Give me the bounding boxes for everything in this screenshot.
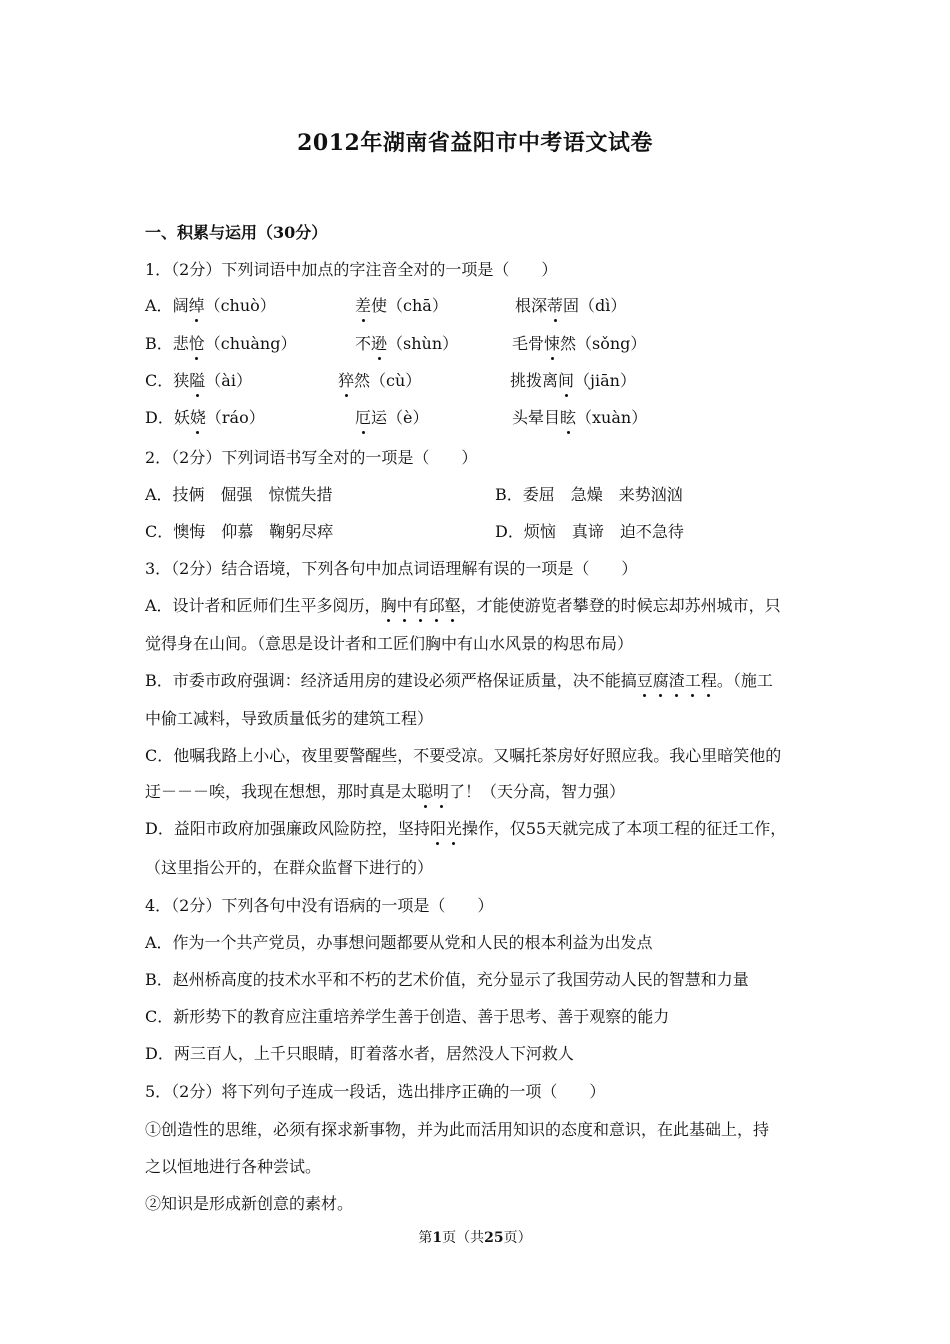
emphasis-dot-char: 蒂 (547, 294, 563, 318)
section-heading: 一、积累与运用（30分） (145, 223, 328, 242)
emphasis-dot-char: 胸 (381, 594, 397, 618)
emphasis-dot-char: 中 (397, 594, 413, 618)
emphasis-dot-char: 厄 (355, 406, 371, 430)
q3-option-c-line2: 迂－－－唉，我现在想想，那时真是太聪明了！（天分高，智力强） (145, 780, 625, 804)
emphasis-dot-char: 娆 (190, 406, 206, 430)
page-title: 2012年湖南省益阳市中考语文试卷 (297, 130, 653, 156)
emphasis-dot-char: 有 (413, 594, 429, 618)
emphasis-dot-char: 间 (558, 369, 574, 393)
q4-option-b: B．赵州桥高度的技术水平和不朽的艺术价值，充分显示了我国劳动人民的智慧和力量 (145, 970, 749, 989)
q4-option-d: D．两三百人，上千只眼睛，盯着落水者，居然没人下河救人 (145, 1044, 574, 1063)
q3-option-d-line1: D．益阳市政府加强廉政风险防控，坚持阳光操作，仅55天就完成了本项工程的征迁工作， (145, 817, 786, 841)
q1-option-d: D．妖娆（ráo） (145, 406, 265, 430)
emphasis-dot-char: 悚 (544, 332, 560, 356)
q5-sentence-1-line1: ①创造性的思维，必须有探求新事物，并为此而活用知识的态度和意识，在此基础上，持 (145, 1120, 770, 1139)
q1-option-c: C．狭隘（ài） (145, 369, 252, 393)
q2-option-d: D．烦恼 真谛 迫不急待 (495, 522, 684, 541)
q1-option-a: A．阔绰（chuò） (145, 294, 276, 318)
emphasis-dot-char: 渣 (669, 669, 685, 693)
q3-option-a-line2: 觉得身在山间。（意思是设计者和工匠们胸中有山水风景的构思布局） (145, 634, 634, 653)
emphasis-dot-char: 明 (433, 780, 449, 804)
emphasis-dot-char: 壑 (445, 594, 461, 618)
q5-sentence-2: ②知识是形成新创意的素材。 (145, 1194, 354, 1213)
emphasis-dot-char: 眩 (560, 406, 576, 430)
emphasis-dot-char: 逊 (371, 332, 387, 356)
emphasis-dot-char: 工 (685, 669, 701, 693)
q1-option-d-word3: 头晕目眩（xuàn） (512, 406, 647, 430)
q1-option-a-word3: 根深蒂固（dì） (515, 294, 626, 318)
emphasis-dot-char: 邱 (429, 594, 445, 618)
emphasized-phrase (417, 782, 449, 801)
q2-option-b: B．委屈 急燥 来势汹汹 (495, 485, 683, 504)
q3-option-d-line2: （这里指公开的，在群众监督下进行的） (145, 858, 434, 877)
emphasis-dot-char: 绰 (189, 294, 205, 318)
question-2-stem: 2．（2分）下列词语书写全对的一项是（ ） (145, 448, 478, 467)
q3-option-a-line1: A．设计者和匠师们生平多阅历，胸中有邱壑，才能使游览者攀登的时候忘却苏州城市，只 (145, 594, 781, 618)
q2-option-c: C．懊悔 仰慕 鞠躬尽瘁 (145, 522, 334, 541)
question-1-stem: 1．（2分）下列词语中加点的字注音全对的一项是（ ） (145, 260, 558, 279)
emphasis-dot-char: 光 (446, 817, 462, 841)
page-footer: 第1页（共25页） (418, 1230, 532, 1246)
emphasis-dot-char: 猝 (338, 369, 354, 393)
q3-option-c-line1: C．他嘱我路上小心，夜里要警醒些，不要受凉。又嘱托茶房好好照应我。我心里暗笑他的 (145, 746, 782, 765)
question-4-stem: 4．（2分）下列各句中没有语病的一项是（ ） (145, 896, 494, 915)
emphasized-phrase (637, 671, 717, 690)
q1-option-b-word2: 不逊（shùn） (355, 332, 458, 356)
q1-option-d-word2: 厄运（è） (355, 406, 429, 430)
q1-option-c-word2: 猝然（cù） (338, 369, 421, 393)
q1-option-a-word2: 差使（chā） (355, 294, 448, 318)
emphasis-dot-char: 程 (701, 669, 717, 693)
emphasis-dot-char: 隘 (189, 369, 205, 393)
q5-sentence-1-line2: 之以恒地进行各种尝试。 (145, 1157, 322, 1176)
q1-option-c-word3: 挑拨离间（jiān） (510, 369, 636, 393)
q3-option-b-line1: B．市委市政府强调：经济适用房的建设必须严格保证质量，决不能搞豆腐渣工程。（施工 (145, 669, 773, 693)
emphasized-phrase (381, 596, 461, 615)
q1-option-b-word3: 毛骨悚然（sǒng） (512, 332, 646, 356)
q4-option-c: C．新形势下的教育应注重培养学生善于创造、善于思考、善于观察的能力 (145, 1007, 670, 1026)
emphasis-dot-char: 阳 (430, 817, 446, 841)
emphasis-dot-char: 豆 (637, 669, 653, 693)
emphasis-dot-char: 聪 (417, 780, 433, 804)
q1-option-b: B．悲怆（chuàng） (145, 332, 296, 356)
emphasis-dot-char: 差 (355, 294, 371, 318)
q2-option-a: A．技俩 倔强 惊慌失措 (145, 485, 333, 504)
q4-option-a: A．作为一个共产党员，办事想问题都要从党和人民的根本利益为出发点 (145, 933, 653, 952)
emphasis-dot-char: 腐 (653, 669, 669, 693)
emphasized-phrase (430, 819, 462, 838)
question-3-stem: 3．（2分）结合语境，下列各句中加点词语理解有误的一项是（ ） (145, 559, 638, 578)
q3-option-b-line2: 中偷工减料，导致质量低劣的建筑工程） (145, 709, 434, 728)
question-5-stem: 5．（2分）将下列句子连成一段话，选出排序正确的一项（ ） (145, 1082, 606, 1101)
emphasis-dot-char: 怆 (189, 332, 205, 356)
